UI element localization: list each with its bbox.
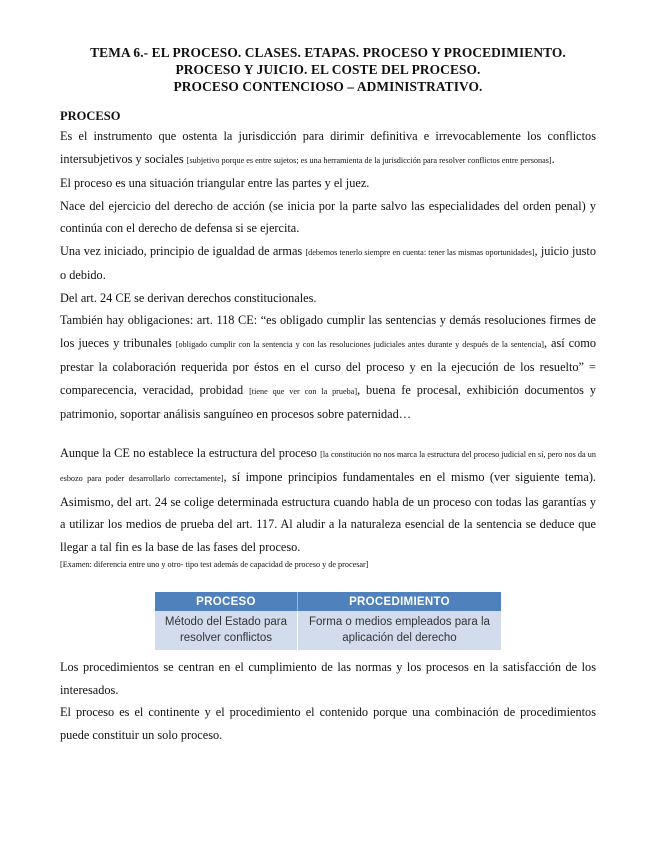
title-line-2: PROCESO Y JUICIO. EL COSTE DEL PROCESO. — [175, 62, 481, 77]
paragraph-text: , sí impone principios fundamentales en el mismo (ver siguiente tema). Asimismo, del art. 24 se colige determinada estructura cuando habla de un proceso con todas las garantías y a utilizar los medios de prueba del art. 117. Al aludir a la naturaleza esencial de la sentencia se deduce que llegar a tal fin es la base de las fases del proceso. — [60, 470, 596, 554]
header-procedimiento: PROCEDIMIENTO — [297, 592, 501, 611]
table-row — [155, 611, 501, 650]
comparison-table — [155, 592, 501, 650]
section-heading: PROCESO — [60, 109, 121, 123]
table-header-row — [155, 592, 501, 611]
inline-note: [obligado cumplir con la sentencia y con las resoluciones judiciales antes durante y después de la sentencia] — [175, 339, 544, 349]
paragraph-definition — [60, 125, 596, 172]
spacer — [60, 426, 596, 442]
title-line-3: PROCESO CONTENCIOSO – ADMINISTRATIVO. — [173, 79, 483, 94]
inline-note: [la constitución no nos marca la estructura del proceso judicial en sí, pero nos da un esbozo para poder desarrollarlo correctamente] — [60, 449, 596, 483]
paragraph-text: Es el instrumento que ostenta la jurisdicción para dirimir definitiva e irrevocablemente los conflictos intersubjetivos y sociales — [60, 129, 596, 166]
document-title — [60, 44, 596, 95]
paragraph-text: También hay obligaciones: art. 118 CE: “es obligado cumplir las sentencias y demás resoluciones firmes de los jueces y tribunales — [60, 313, 596, 350]
paragraph-text: Una vez iniciado, principio de igualdad de armas — [60, 243, 306, 258]
title-line-1: TEMA 6.- EL PROCESO. CLASES. ETAPAS. PROCESO Y PROCEDIMIENTO. — [90, 45, 566, 60]
paragraph-art24: Del art. 24 CE se derivan derechos constitucionales. — [60, 290, 317, 305]
inline-note: [tiene que ver con la prueba] — [249, 386, 358, 396]
paragraph-igualdad — [60, 240, 596, 287]
paragraph-continente: El proceso es el continente y el procedimiento el contenido porque una combinación de procedimientos puede constituir un solo proceso. — [60, 705, 596, 742]
document-page — [60, 44, 596, 746]
inline-note: [subjetivo porque es entre sujetos; es una herramienta de la jurisdicción para resolver conflictos entre personas] — [186, 155, 552, 165]
paragraph-accion: Nace del ejercicio del derecho de acción (se inicia por la parte salvo las especialidades del orden penal) y continúa con el derecho de defensa si se ejercita. — [60, 198, 596, 235]
exam-note: [Examen: diferencia entre uno y otro- tipo test además de capacidad de proceso y de procesar] — [60, 560, 369, 569]
paragraph-obligaciones — [60, 309, 596, 426]
paragraph-text: , así como prestar la colaboración requerida por éstos en el curso del proceso y en la ejecución de los resuelto” = comparecencia, veracidad, probidad — [60, 335, 597, 397]
paragraph-text: . — [551, 151, 555, 166]
paragraph-estructura — [60, 442, 596, 559]
cell-proceso: Método del Estado para resolver conflictos — [155, 611, 297, 650]
inline-note: [debemos tenerlo siempre en cuenta: tener las mismas oportunidades] — [305, 247, 535, 257]
paragraph-text: Aunque la CE no establece la estructura del proceso — [60, 445, 321, 460]
paragraph-procedimientos: Los procedimientos se centran en el cumplimiento de las normas y los procesos en la satisfacción de los interesados. — [60, 660, 596, 697]
paragraph-triangular: El proceso es una situación triangular entre las partes y el juez. — [60, 176, 370, 190]
paragraph-text: , juicio justo o debido. — [60, 243, 596, 282]
cell-procedimiento: Forma o medios empleados para la aplicación del derecho — [297, 611, 501, 650]
header-proceso: PROCESO — [155, 592, 297, 611]
paragraph-text: , buena fe procesal, exhibición documentos y patrimonio, soportar análisis sanguíneo en procesos sobre paternidad… — [60, 382, 596, 421]
